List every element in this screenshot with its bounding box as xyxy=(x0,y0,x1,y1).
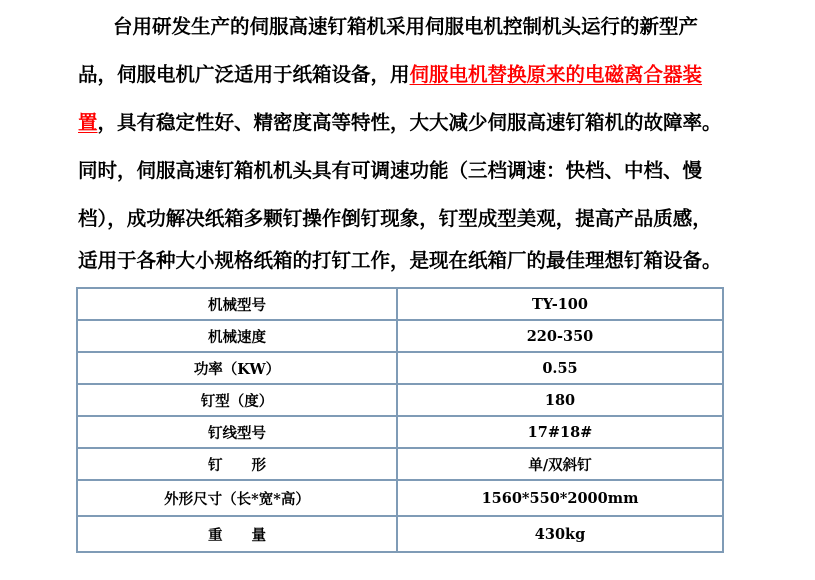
spec-label: 钉型（度） xyxy=(77,384,397,416)
spec-label: 钉 形 xyxy=(77,448,397,480)
table-row xyxy=(77,320,723,352)
spec-value: 单/双斜钉 xyxy=(397,448,723,480)
paragraph-text: 品，伺服电机广泛适用于纸箱设备，用 xyxy=(78,63,410,86)
spec-label: 重 量 xyxy=(77,516,397,552)
spec-value: 17#18# xyxy=(397,416,723,448)
paragraph-text: ，具有稳定性好、精密度高等特性，大大减少伺服高速钉箱机的故障率。 xyxy=(97,111,722,134)
table-row xyxy=(77,384,723,416)
spec-value: 0.55 xyxy=(397,352,723,384)
spec-value: 1560*550*2000mm xyxy=(397,480,723,516)
spec-label: 钉线型号 xyxy=(77,416,397,448)
paragraph-line-2 xyxy=(78,60,702,90)
paragraph-line-4: 同时，伺服高速钉箱机机头具有可调速功能（三档调速：快档、中档、慢 xyxy=(78,159,703,182)
spec-label: 外形尺寸（长*宽*高） xyxy=(77,480,397,516)
table-row xyxy=(77,480,723,516)
table-row xyxy=(77,516,723,552)
spec-label: 机械型号 xyxy=(77,288,397,320)
paragraph-line-5: 档），成功解决纸箱多颗钉操作倒钉现象，钉型成型美观，提高产品质感， xyxy=(78,207,712,230)
paragraph-line-3 xyxy=(78,108,722,138)
highlighted-text: 伺服电机替换原来的电磁离合器装 xyxy=(409,63,703,86)
spec-table xyxy=(76,287,724,553)
spec-value: 430kg xyxy=(397,516,723,552)
highlighted-text: 置 xyxy=(78,111,98,134)
table-row xyxy=(77,352,723,384)
spec-label: 机械速度 xyxy=(77,320,397,352)
spec-label: 功率（KW） xyxy=(77,352,397,384)
table-row xyxy=(77,448,723,480)
paragraph-line-6: 适用于各种大小规格纸箱的打钉工作，是现在纸箱厂的最佳理想钉箱设备。 xyxy=(78,249,722,272)
table-row xyxy=(77,416,723,448)
spec-value: 220-350 xyxy=(397,320,723,352)
paragraph-line-1: 台用研发生产的伺服高速钉箱机采用伺服电机控制机头运行的新型产 xyxy=(113,15,699,38)
spec-value: 180 xyxy=(397,384,723,416)
table-row xyxy=(77,288,723,320)
spec-value: TY-100 xyxy=(397,288,723,320)
